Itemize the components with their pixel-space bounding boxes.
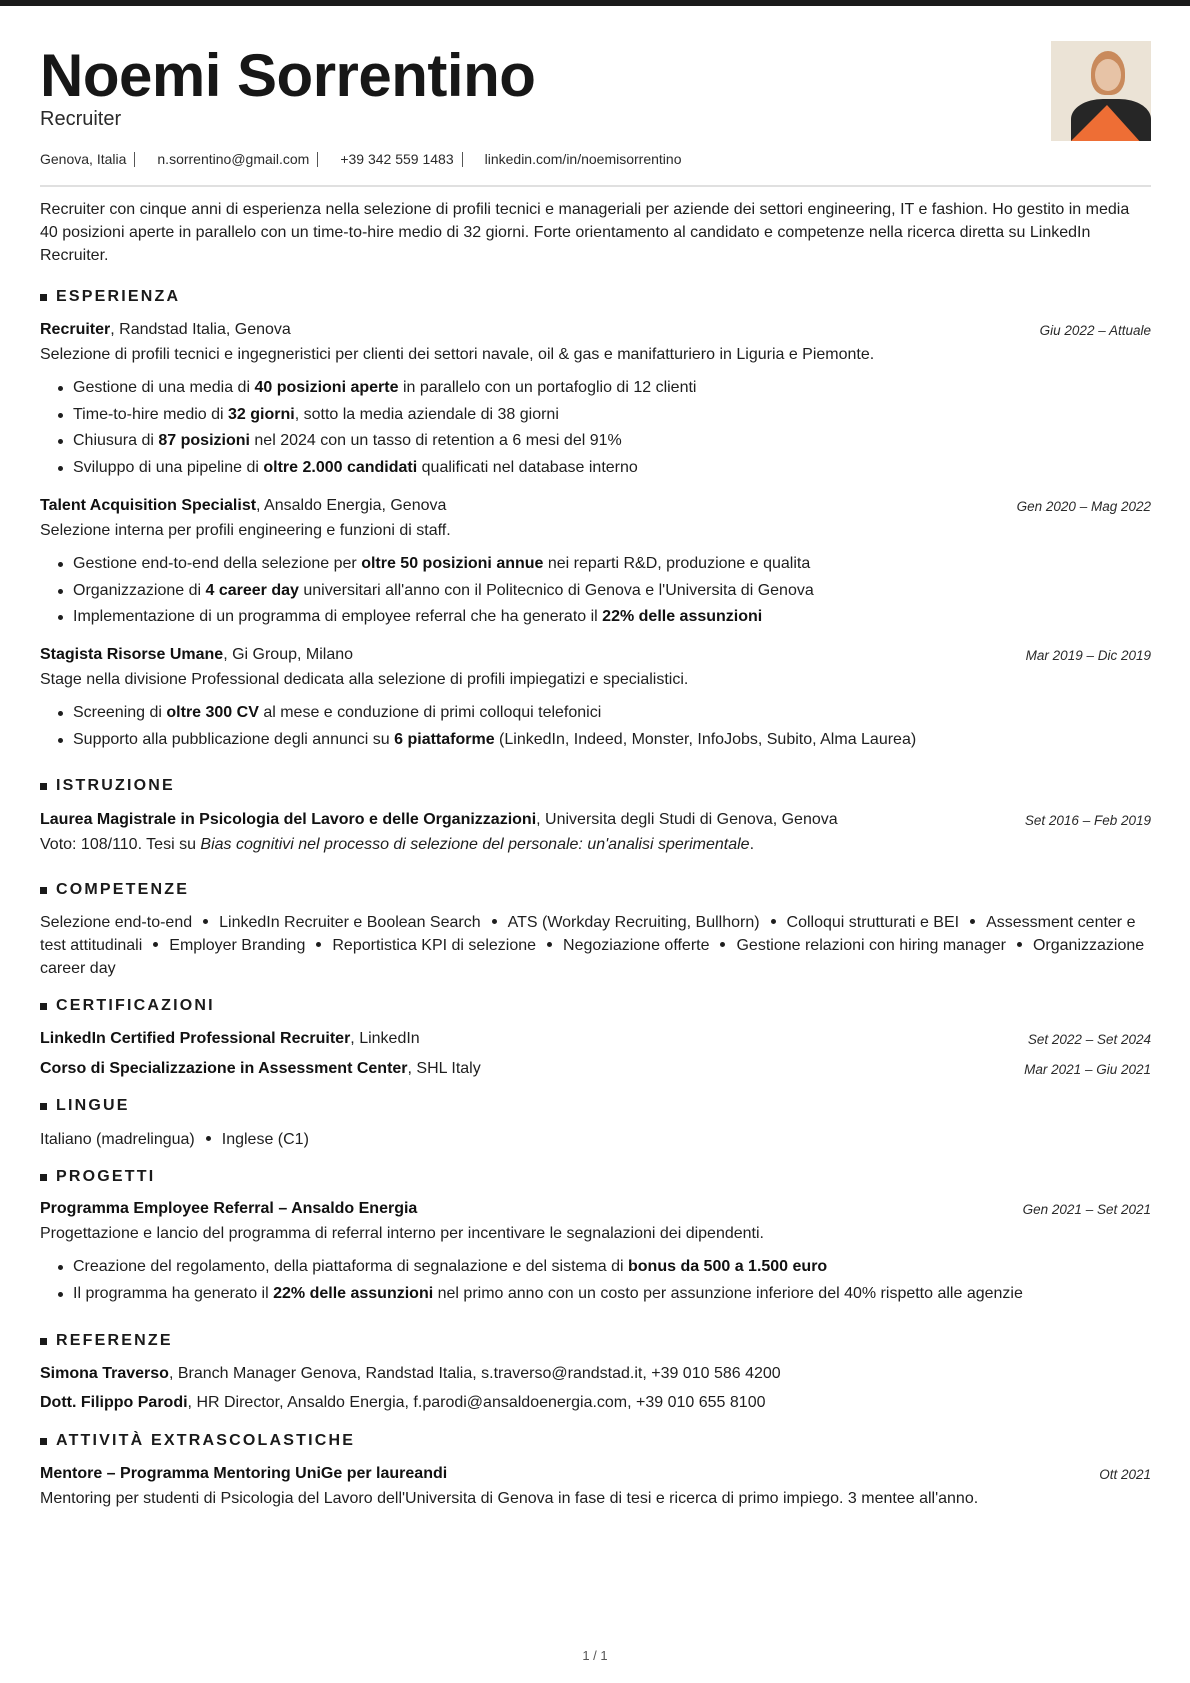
resume-header	[40, 0, 1151, 186]
section-title-text: ATTIVITÀ EXTRASCOLASTICHE	[56, 1432, 356, 1449]
activity-heading	[40, 1463, 1151, 1485]
language-item: Italiano (madrelingua)	[40, 1131, 195, 1148]
bullet-item: Sviluppo di una pipeline di oltre 2.000 candidati qualificati nel database interno	[73, 455, 1151, 482]
section-title-certifications	[40, 997, 215, 1015]
grade-text: Voto: 108/110. Tesi su	[40, 836, 201, 853]
bullet-item: Screening di oltre 300 CV al mese e conduzione di primi colloqui telefonici	[73, 700, 1151, 727]
reference-item	[40, 1392, 1151, 1414]
skill-item: Selezione end-to-end	[40, 914, 193, 931]
job-bullets	[73, 551, 1151, 631]
contact-separator	[462, 152, 463, 167]
language-item: Inglese (C1)	[221, 1131, 309, 1148]
section-title-text: PROGETTI	[56, 1168, 156, 1185]
certification-item	[40, 1028, 1151, 1050]
section-square-icon	[40, 783, 47, 790]
section-title-text: ISTRUZIONE	[56, 777, 175, 794]
activity-name: Mentore – Programma Mentoring UniGe per laureandi	[40, 1465, 448, 1482]
job-role: Recruiter	[40, 321, 111, 338]
certification-item	[40, 1058, 1151, 1080]
thesis-title: Bias cognitivi nel processo di selezione del personale: un'analisi sperimentale	[200, 836, 750, 853]
section-square-icon	[40, 294, 47, 301]
bullet-item: Il programma ha generato il 22% delle assunzioni nel primo anno con un costo per assunzione inferiore del 40% rispetto alle agenzie	[73, 1281, 1151, 1308]
bullet-item: Creazione del regolamento, della piattaforma di segnalazione e del sistema di bonus da 500 a 1.500 euro	[73, 1254, 1151, 1281]
section-title-experience	[40, 288, 180, 306]
school-name: , Universita degli Studi di Genova, Genova	[536, 811, 838, 828]
contact-email[interactable]: n.sorrentino@gmail.com	[157, 151, 310, 167]
skill-item: Negoziazione offerte	[563, 937, 710, 954]
degree-name: Laurea Magistrale in Psicologia del Lavoro e delle Organizzazioni	[40, 811, 537, 828]
section-title-education	[40, 777, 175, 795]
contact-separator	[317, 152, 318, 167]
section-square-icon	[40, 1338, 47, 1345]
photo-face-shape	[1095, 59, 1121, 91]
bullet-dot-icon	[1017, 942, 1022, 947]
job-org: , Randstad Italia, Genova	[110, 321, 291, 338]
job-date: Gen 2020 – Mag 2022	[1016, 499, 1151, 514]
skill-item: Reportistica KPI di selezione	[332, 937, 537, 954]
project-bullets	[73, 1254, 1151, 1307]
education-details	[40, 834, 1151, 856]
certification-issuer: , SHL Italy	[407, 1060, 481, 1077]
bullet-dot-icon	[316, 942, 321, 947]
skill-item: Gestione relazioni con hiring manager	[736, 937, 1006, 954]
project-heading	[40, 1198, 1151, 1220]
bullet-dot-icon	[771, 919, 776, 924]
skills-list	[40, 911, 1151, 980]
bullet-dot-icon	[720, 942, 725, 947]
section-title-text: LINGUE	[56, 1097, 130, 1114]
job-bullets	[73, 700, 1151, 753]
activity-description: Mentoring per studenti di Psicologia del Lavoro dell'Universita di Genova in fase di tesi e ricerca di primo impiego. 3 mentee all'anno.	[40, 1490, 979, 1507]
education-date: Set 2016 – Feb 2019	[1024, 813, 1151, 828]
certification-date: Set 2022 – Set 2024	[1027, 1032, 1151, 1047]
profile-photo	[1051, 41, 1151, 141]
skill-item: Assessment center e test attitudinali	[40, 914, 1136, 954]
experience-heading	[40, 495, 1151, 517]
job-description: Selezione interna per profili engineering e funzioni di staff.	[40, 522, 451, 539]
resume-page	[40, 0, 1151, 1507]
photo-scarf-shape	[1067, 105, 1143, 141]
job-description: Selezione di profili tecnici e ingegneristici per clienti dei settori navale, oil & gas e manifatturiero in Liguria e Piemonte.	[40, 346, 875, 363]
job-date: Mar 2019 – Dic 2019	[1025, 648, 1151, 663]
reference-details: , HR Director, Ansaldo Energia, f.parodi@ansaldoenergia.com, +39 010 655 8100	[187, 1394, 766, 1411]
contact-separator	[134, 152, 135, 167]
candidate-title: Recruiter	[40, 108, 122, 130]
bullet-dot-icon	[970, 919, 975, 924]
bullet-dot-icon	[492, 919, 497, 924]
certification-issuer: , LinkedIn	[350, 1030, 420, 1047]
bullet-dot-icon	[153, 942, 158, 947]
project-name: Programma Employee Referral – Ansaldo Energia	[40, 1200, 418, 1217]
skill-item: Organizzazione career day	[40, 937, 1145, 977]
education-heading	[40, 809, 1151, 831]
section-title-languages	[40, 1097, 130, 1115]
job-bullets	[73, 375, 1151, 481]
section-title-text: REFERENZE	[56, 1332, 173, 1349]
experience-heading	[40, 319, 1151, 341]
section-title-extracurricular	[40, 1432, 355, 1450]
job-date: Giu 2022 – Attuale	[1039, 323, 1151, 338]
section-square-icon	[40, 1438, 47, 1445]
bullet-item: Chiusura di 87 posizioni nel 2024 con un tasso di retention a 6 mesi del 91%	[73, 428, 1151, 455]
section-title-text: CERTIFICAZIONI	[56, 997, 215, 1014]
bullet-item: Gestione end-to-end della selezione per oltre 50 posizioni annue nei reparti R&D, produzione e qualita	[73, 551, 1151, 578]
candidate-name: Noemi Sorrentino	[40, 42, 536, 109]
grade-text-end: .	[749, 836, 755, 853]
section-square-icon	[40, 1174, 47, 1181]
reference-details: , Branch Manager Genova, Randstad Italia, s.traverso@randstad.it, +39 010 586 4200	[168, 1365, 781, 1382]
header-divider	[40, 185, 1151, 187]
languages-list	[40, 1128, 1151, 1151]
section-title-skills	[40, 881, 189, 899]
reference-item	[40, 1363, 1151, 1385]
bullet-item: Supporto alla pubblicazione degli annunci su 6 piattaforme (LinkedIn, Indeed, Monster, InfoJobs, Subito, Alma Laurea)	[73, 727, 1151, 754]
job-description: Stage nella divisione Professional dedicata alla selezione di profili impiegatizi e specialistici.	[40, 671, 689, 688]
bullet-item: Gestione di una media di 40 posizioni aperte in parallelo con un portafoglio di 12 clienti	[73, 375, 1151, 402]
bullet-dot-icon	[206, 1136, 211, 1141]
profile-summary: Recruiter con cinque anni di esperienza nella selezione di profili tecnici e manageriali per aziende dei settori engineering, IT e fashion. Ho gestito in media 40 posizioni aperte in parallelo con un time-to-hire medio di 32 giorni. Forte orientamento al candidato e competenze nella ricerca diretta su LinkedIn Recruiter.	[40, 201, 1130, 264]
certification-name: LinkedIn Certified Professional Recruiter	[40, 1030, 351, 1047]
section-square-icon	[40, 1103, 47, 1110]
bullet-item: Organizzazione di 4 career day universitari all'anno con il Politecnico di Genova e l'Universita di Genova	[73, 578, 1151, 605]
skill-item: ATS (Workday Recruiting, Bullhorn)	[507, 914, 760, 931]
bullet-dot-icon	[203, 919, 208, 924]
page-number: 1 / 1	[582, 1648, 608, 1663]
certification-date: Mar 2021 – Giu 2021	[1024, 1062, 1151, 1077]
bullet-item: Implementazione di un programma di employee referral che ha generato il 22% delle assunzioni	[73, 604, 1151, 631]
section-title-text: COMPETENZE	[56, 881, 190, 898]
job-role: Stagista Risorse Umane	[40, 646, 224, 663]
section-title-projects	[40, 1168, 155, 1186]
job-org: , Ansaldo Energia, Genova	[256, 497, 447, 514]
reference-name: Dott. Filippo Parodi	[40, 1394, 188, 1411]
bullet-dot-icon	[547, 942, 552, 947]
skill-item: Colloqui strutturati e BEI	[786, 914, 960, 931]
contact-line	[40, 151, 681, 167]
section-square-icon	[40, 1003, 47, 1010]
activity-date: Ott 2021	[1099, 1467, 1151, 1482]
contact-location: Genova, Italia	[40, 151, 127, 167]
project-date: Gen 2021 – Set 2021	[1022, 1202, 1151, 1217]
contact-linkedin[interactable]: linkedin.com/in/noemisorrentino	[484, 151, 682, 167]
section-title-references	[40, 1332, 173, 1350]
job-org: , Gi Group, Milano	[223, 646, 354, 663]
certification-name: Corso di Specializzazione in Assessment Center	[40, 1060, 408, 1077]
contact-phone[interactable]: +39 342 559 1483	[340, 151, 454, 167]
experience-heading	[40, 644, 1151, 666]
section-square-icon	[40, 887, 47, 894]
reference-name: Simona Traverso	[40, 1365, 169, 1382]
skill-item: Employer Branding	[169, 937, 306, 954]
bullet-item: Time-to-hire medio di 32 giorni, sotto la media aziendale di 38 giorni	[73, 402, 1151, 429]
job-role: Talent Acquisition Specialist	[40, 497, 257, 514]
skill-item: LinkedIn Recruiter e Boolean Search	[219, 914, 481, 931]
project-description: Progettazione e lancio del programma di referral interno per incentivare le segnalazioni dei dipendenti.	[40, 1225, 764, 1242]
section-title-text: ESPERIENZA	[56, 288, 181, 305]
